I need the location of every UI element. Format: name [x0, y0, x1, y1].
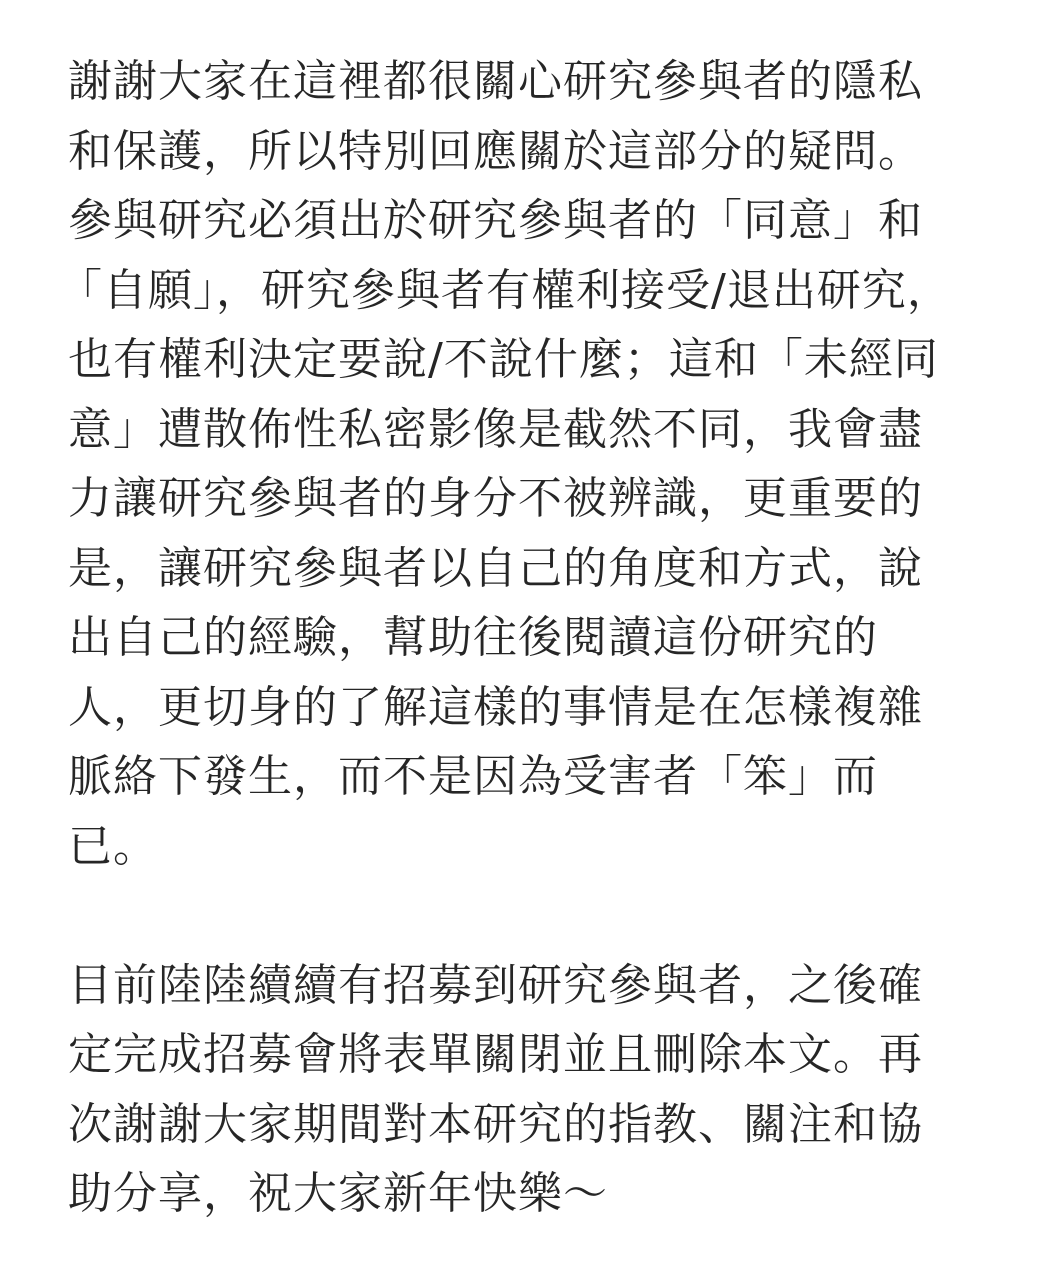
text-line: 「自願」，研究參與者有權利接受/退出研究， — [58, 264, 952, 316]
post-text — [58, 47, 968, 1229]
text-line: 是，讓研究參與者以自己的角度和方式，說 — [68, 542, 923, 594]
text-line: 意」遭散佈性私密影像是截然不同，我會盡 — [68, 403, 923, 455]
text-line: 已。 — [68, 820, 158, 872]
text-line: 謝謝大家在這裡都很關心研究參與者的隱私 — [68, 56, 923, 107]
text-line: 次謝謝大家期間對本研究的指教、關注和協 — [68, 1098, 923, 1150]
text-line: 助分享，祝大家新年快樂～ — [68, 1168, 608, 1219]
text-line: 脈絡下發生，而不是因為受害者「笨」而 — [68, 751, 878, 802]
text-line: 力讓研究參與者的身分不被辨識，更重要的 — [68, 473, 923, 524]
paragraph-gap — [68, 881, 968, 951]
paragraph-2 — [68, 951, 968, 1229]
text-line: 出自己的經驗，幫助往後閱讀這份研究的 — [68, 612, 878, 663]
text-line: 參與研究必須出於研究參與者的「同意」和 — [68, 195, 923, 246]
paragraph-1 — [58, 47, 968, 881]
text-line: 人，更切身的了解這樣的事情是在怎樣複雜 — [68, 681, 923, 733]
text-line: 定完成招募會將表單關閉並且刪除本文。再 — [68, 1029, 923, 1080]
text-line: 目前陸陸續續有招募到研究參與者，之後確 — [68, 959, 923, 1011]
text-line: 也有權利決定要說/不說什麼；這和「未經同 — [68, 334, 939, 385]
text-line: 和保護，所以特別回應關於這部分的疑問。 — [68, 125, 923, 177]
